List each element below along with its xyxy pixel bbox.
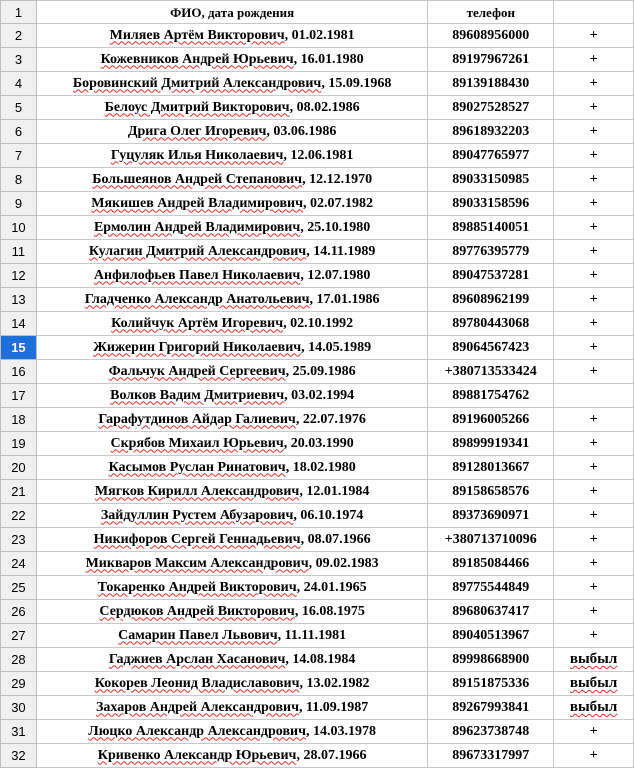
row-header[interactable]: 2: [1, 24, 37, 48]
row-header[interactable]: 26: [1, 600, 37, 624]
phone-cell[interactable]: 89139188430: [428, 72, 554, 96]
column-header-status[interactable]: [554, 1, 634, 24]
separator: ,: [283, 315, 291, 331]
table-row: [1, 528, 634, 552]
table-row: [1, 336, 634, 360]
birth-date: 11.11.1981: [284, 627, 347, 643]
table-row: [1, 288, 634, 312]
name-cell[interactable]: [36, 408, 428, 432]
birth-date: 03.02.1994: [291, 387, 355, 403]
status-cell[interactable]: +: [554, 408, 634, 432]
person-name: Жижерин Григорий Николаевич: [93, 339, 302, 355]
row-header[interactable]: 18: [1, 408, 37, 432]
status-cell[interactable]: +: [554, 240, 634, 264]
header-row: [1, 1, 634, 24]
birth-date: 08.07.1966: [307, 531, 371, 547]
phone-cell[interactable]: 89047765977: [428, 144, 554, 168]
row-header[interactable]: 19: [1, 432, 37, 456]
separator: ,: [266, 123, 274, 139]
birth-date: 14.05.1989: [308, 339, 372, 355]
birth-date: 02.07.1982: [310, 195, 373, 211]
birth-date: 12.07.1980: [307, 267, 371, 283]
name-cell[interactable]: [36, 168, 428, 192]
name-cell[interactable]: [36, 72, 428, 96]
name-cell[interactable]: [36, 600, 428, 624]
phone-cell[interactable]: 89776395779: [428, 240, 554, 264]
birth-date: 25.09.1986: [292, 363, 356, 379]
status-text: выбыл: [569, 651, 618, 667]
person-name: Дрига Олег Игоревич: [127, 123, 267, 139]
separator: ,: [299, 483, 307, 499]
name-cell[interactable]: [36, 672, 428, 696]
row-header[interactable]: 3: [1, 48, 37, 72]
phone-cell[interactable]: 89775544849: [428, 576, 554, 600]
row-header[interactable]: 5: [1, 96, 37, 120]
birth-date: 15.09.1968: [328, 75, 392, 91]
status-cell[interactable]: +: [554, 576, 634, 600]
separator: ,: [293, 507, 301, 523]
person-name: Боровинский Дмитрий Александрович: [72, 75, 322, 91]
birth-date: 16.08.1975: [301, 603, 365, 619]
row-header[interactable]: 28: [1, 648, 37, 672]
table-row: [1, 96, 634, 120]
birth-date: 18.02.1980: [292, 459, 356, 475]
name-cell[interactable]: [36, 192, 428, 216]
separator: ,: [321, 75, 329, 91]
name-cell[interactable]: [36, 552, 428, 576]
separator: ,: [293, 51, 301, 67]
birth-date: 13.02.1982: [306, 675, 370, 691]
separator: ,: [301, 339, 309, 355]
status-cell[interactable]: +: [554, 96, 634, 120]
person-name: Фальчук Андрей Сергеевич: [108, 363, 286, 379]
birth-date: 16.01.1980: [300, 51, 364, 67]
table-row: [1, 48, 634, 72]
person-name: Кривенко Александр Юрьевич: [97, 747, 297, 763]
status-cell[interactable]: +: [554, 336, 634, 360]
name-cell[interactable]: [36, 432, 428, 456]
phone-cell[interactable]: 89885140051: [428, 216, 554, 240]
status-cell[interactable]: +: [554, 168, 634, 192]
phone-cell[interactable]: 89881754762: [428, 384, 554, 408]
birth-date: 12.12.1970: [309, 171, 373, 187]
birth-date: 11.09.1987: [305, 699, 369, 715]
phone-cell[interactable]: 89373690971: [428, 504, 554, 528]
person-name: Гладченко Александр Анатольевич: [84, 291, 310, 307]
name-cell[interactable]: [36, 648, 428, 672]
birth-date: 17.01.1986: [316, 291, 380, 307]
phone-cell[interactable]: 89064567423: [428, 336, 554, 360]
row-header[interactable]: 23: [1, 528, 37, 552]
status-text: выбыл: [569, 699, 618, 715]
person-name: Миляев Артём Викторович: [109, 27, 285, 43]
birth-date: 14.11.1989: [313, 243, 376, 259]
person-name: Скрябов Михаил Юрьевич: [110, 435, 284, 451]
phone-cell[interactable]: 89158658576: [428, 480, 554, 504]
separator: ,: [306, 243, 314, 259]
person-name: Гуцуляк Илья Николаевич: [110, 147, 284, 163]
name-cell[interactable]: [36, 264, 428, 288]
separator: ,: [277, 627, 285, 643]
table-row: [1, 192, 634, 216]
row-header[interactable]: 17: [1, 384, 37, 408]
person-name: Анфилофьев Павел Николаевич: [93, 267, 301, 283]
table-row: [1, 240, 634, 264]
phone-cell[interactable]: 89623738748: [428, 720, 554, 744]
name-cell[interactable]: [36, 624, 428, 648]
separator: ,: [309, 291, 317, 307]
separator: ,: [285, 651, 293, 667]
birth-date: 02.10.1992: [290, 315, 354, 331]
separator: ,: [285, 459, 293, 475]
column-header-phone[interactable]: телефон: [428, 1, 554, 24]
row-header[interactable]: 32: [1, 744, 37, 768]
separator: ,: [308, 555, 316, 571]
name-cell[interactable]: [36, 216, 428, 240]
row-header[interactable]: 16: [1, 360, 37, 384]
birth-date: 12.06.1981: [290, 147, 354, 163]
phone-cell[interactable]: 89780443068: [428, 312, 554, 336]
row-header[interactable]: 24: [1, 552, 37, 576]
phone-cell[interactable]: 89185084466: [428, 552, 554, 576]
status-cell[interactable]: +: [554, 24, 634, 48]
person-name: Сердюков Андрей Викторович: [99, 603, 295, 619]
separator: ,: [283, 147, 291, 163]
table-row: [1, 144, 634, 168]
name-cell[interactable]: [36, 480, 428, 504]
person-name: Кожевников Андрей Юрьевич: [100, 51, 294, 67]
separator: ,: [289, 99, 297, 115]
row-header[interactable]: 11: [1, 240, 37, 264]
row-header[interactable]: 9: [1, 192, 37, 216]
phone-cell[interactable]: 89033158596: [428, 192, 554, 216]
person-name: Кокорев Леонид Владиславович: [94, 675, 300, 691]
name-cell[interactable]: [36, 144, 428, 168]
person-name: Колийчук Артём Игоревич: [111, 315, 284, 331]
phone-cell[interactable]: 89618932203: [428, 120, 554, 144]
column-header-name[interactable]: ФИО, дата рождения: [36, 1, 428, 24]
status-cell[interactable]: +: [554, 288, 634, 312]
name-cell[interactable]: [36, 120, 428, 144]
name-cell[interactable]: [36, 240, 428, 264]
status-cell[interactable]: +: [554, 72, 634, 96]
birth-date: 25.10.1980: [307, 219, 371, 235]
status-cell[interactable]: +: [554, 552, 634, 576]
name-cell[interactable]: [36, 504, 428, 528]
birth-date: 09.02.1983: [315, 555, 379, 571]
table-row: [1, 480, 634, 504]
status-cell[interactable]: [554, 648, 634, 672]
row-header[interactable]: 31: [1, 720, 37, 744]
table-row: [1, 72, 634, 96]
name-cell[interactable]: [36, 744, 428, 768]
table-row: [1, 120, 634, 144]
birth-date: 06.10.1974: [300, 507, 364, 523]
person-name: Самарин Павел Львович: [118, 627, 278, 643]
separator: ,: [303, 195, 310, 211]
table-row: [1, 504, 634, 528]
row-header[interactable]: 20: [1, 456, 37, 480]
phone-cell[interactable]: +380713533424: [428, 360, 554, 384]
status-cell[interactable]: +: [554, 360, 634, 384]
row-header[interactable]: 8: [1, 168, 37, 192]
phone-cell[interactable]: 89608956000: [428, 24, 554, 48]
status-cell[interactable]: [554, 672, 634, 696]
table-row: [1, 624, 634, 648]
table-row: [1, 24, 634, 48]
table-row: [1, 360, 634, 384]
table-row: [1, 696, 634, 720]
person-name: Гаджиев Арслан Хасанович: [108, 651, 286, 667]
person-name: Большеянов Андрей Степанович: [92, 171, 303, 187]
separator: ,: [294, 603, 302, 619]
separator: ,: [296, 579, 304, 595]
status-cell[interactable]: +: [554, 480, 634, 504]
status-cell[interactable]: +: [554, 624, 634, 648]
separator: ,: [300, 219, 308, 235]
person-name: Захаров Андрей Александрович: [96, 699, 299, 715]
row-header[interactable]: 21: [1, 480, 37, 504]
name-cell[interactable]: [36, 336, 428, 360]
phone-cell[interactable]: 89680637417: [428, 600, 554, 624]
row-header[interactable]: 7: [1, 144, 37, 168]
table-row: [1, 648, 634, 672]
table-row: [1, 168, 634, 192]
person-name: Токаренко Андрей Викторович: [97, 579, 297, 595]
separator: ,: [284, 387, 292, 403]
table-row: [1, 600, 634, 624]
separator: ,: [284, 27, 292, 43]
separator: ,: [283, 435, 291, 451]
name-cell[interactable]: [36, 288, 428, 312]
row-header[interactable]: 1: [1, 1, 37, 24]
name-cell[interactable]: [36, 456, 428, 480]
separator: ,: [285, 363, 293, 379]
status-text: выбыл: [569, 675, 618, 691]
row-header[interactable]: 13: [1, 288, 37, 312]
name-cell[interactable]: [36, 48, 428, 72]
name-cell[interactable]: [36, 696, 428, 720]
phone-cell[interactable]: 89040513967: [428, 624, 554, 648]
birth-date: 28.07.1966: [303, 747, 367, 763]
separator: ,: [300, 531, 308, 547]
table-row: [1, 720, 634, 744]
status-cell[interactable]: +: [554, 144, 634, 168]
status-cell[interactable]: +: [554, 600, 634, 624]
person-name: Никифоров Сергей Геннадьевич: [93, 531, 301, 547]
name-cell[interactable]: [36, 312, 428, 336]
person-name: Белоус Дмитрий Викторович: [104, 99, 290, 115]
status-cell[interactable]: +: [554, 48, 634, 72]
birth-date: 01.02.1981: [291, 27, 355, 43]
birth-date: 24.01.1965: [303, 579, 367, 595]
table-row: [1, 744, 634, 768]
phone-cell[interactable]: 89027528527: [428, 96, 554, 120]
phone-cell[interactable]: +380713710096: [428, 528, 554, 552]
person-name: Гарафутдинов Айдар Галиевич: [98, 411, 296, 427]
name-cell[interactable]: [36, 24, 428, 48]
person-name: Мякишев Андрей Владимирович: [91, 195, 303, 211]
separator: ,: [296, 747, 304, 763]
name-cell[interactable]: [36, 384, 428, 408]
birth-date: 08.02.1986: [296, 99, 360, 115]
table-row: [1, 552, 634, 576]
row-header[interactable]: 25: [1, 576, 37, 600]
name-cell[interactable]: [36, 360, 428, 384]
row-header[interactable]: 12: [1, 264, 37, 288]
person-name: Люцко Александр Александрович: [88, 723, 306, 739]
status-cell[interactable]: +: [554, 312, 634, 336]
row-header[interactable]: 6: [1, 120, 37, 144]
name-cell[interactable]: [36, 528, 428, 552]
person-name: Волков Вадим Дмитриевич: [110, 387, 285, 403]
phone-cell[interactable]: 89608962199: [428, 288, 554, 312]
status-cell[interactable]: [554, 696, 634, 720]
separator: ,: [305, 723, 313, 739]
table-row: [1, 456, 634, 480]
person-name: Микваров Максим Александрович: [85, 555, 309, 571]
status-cell[interactable]: +: [554, 120, 634, 144]
birth-date: 14.08.1984: [292, 651, 356, 667]
phone-cell[interactable]: 89128013667: [428, 456, 554, 480]
row-header[interactable]: 4: [1, 72, 37, 96]
row-header[interactable]: 15: [1, 336, 37, 360]
separator: ,: [300, 267, 308, 283]
status-cell[interactable]: +: [554, 192, 634, 216]
table-row: [1, 408, 634, 432]
separator: ,: [298, 699, 306, 715]
table-row: [1, 672, 634, 696]
row-header[interactable]: 14: [1, 312, 37, 336]
table-row: [1, 264, 634, 288]
status-cell[interactable]: +: [554, 744, 634, 768]
phone-cell[interactable]: 89899919341: [428, 432, 554, 456]
birth-date: 14.03.1978: [312, 723, 376, 739]
table-row: [1, 312, 634, 336]
person-name: Мягков Кирилл Александрович: [94, 483, 300, 499]
row-header[interactable]: 29: [1, 672, 37, 696]
name-cell[interactable]: [36, 96, 428, 120]
person-name: Зайдуллин Рустем Абузарович: [100, 507, 294, 523]
person-name: Касымов Руслан Ринатович: [108, 459, 286, 475]
phone-cell[interactable]: 89673317997: [428, 744, 554, 768]
row-header[interactable]: 10: [1, 216, 37, 240]
separator: ,: [299, 675, 307, 691]
table-row: [1, 576, 634, 600]
status-cell[interactable]: +: [554, 456, 634, 480]
status-cell[interactable]: +: [554, 720, 634, 744]
birth-date: 20.03.1990: [290, 435, 354, 451]
birth-date: 12.01.1984: [306, 483, 370, 499]
phone-cell[interactable]: 89047537281: [428, 264, 554, 288]
separator: ,: [302, 171, 310, 187]
row-header[interactable]: 22: [1, 504, 37, 528]
separator: ,: [295, 411, 303, 427]
status-cell[interactable]: +: [554, 432, 634, 456]
phone-cell[interactable]: 89267993841: [428, 696, 554, 720]
name-cell[interactable]: [36, 720, 428, 744]
status-cell[interactable]: +: [554, 504, 634, 528]
birth-date: 22.07.1976: [302, 411, 366, 427]
phone-cell[interactable]: 89196005266: [428, 408, 554, 432]
phone-cell[interactable]: 89151875336: [428, 672, 554, 696]
table-row: [1, 384, 634, 408]
person-name: Кулагин Дмитрий Александрович: [88, 243, 307, 259]
status-cell[interactable]: +: [554, 216, 634, 240]
status-cell[interactable]: +: [554, 528, 634, 552]
phone-cell[interactable]: 89998668900: [428, 648, 554, 672]
phone-cell[interactable]: 89033150985: [428, 168, 554, 192]
status-cell[interactable]: [554, 384, 634, 408]
birth-date: 03.06.1986: [273, 123, 337, 139]
status-cell[interactable]: +: [554, 264, 634, 288]
person-name: Ермолин Андрей Владимирович: [93, 219, 301, 235]
row-header[interactable]: 30: [1, 696, 37, 720]
phone-cell[interactable]: 89197967261: [428, 48, 554, 72]
row-header[interactable]: 27: [1, 624, 37, 648]
name-cell[interactable]: [36, 576, 428, 600]
table-row: [1, 216, 634, 240]
table-row: [1, 432, 634, 456]
